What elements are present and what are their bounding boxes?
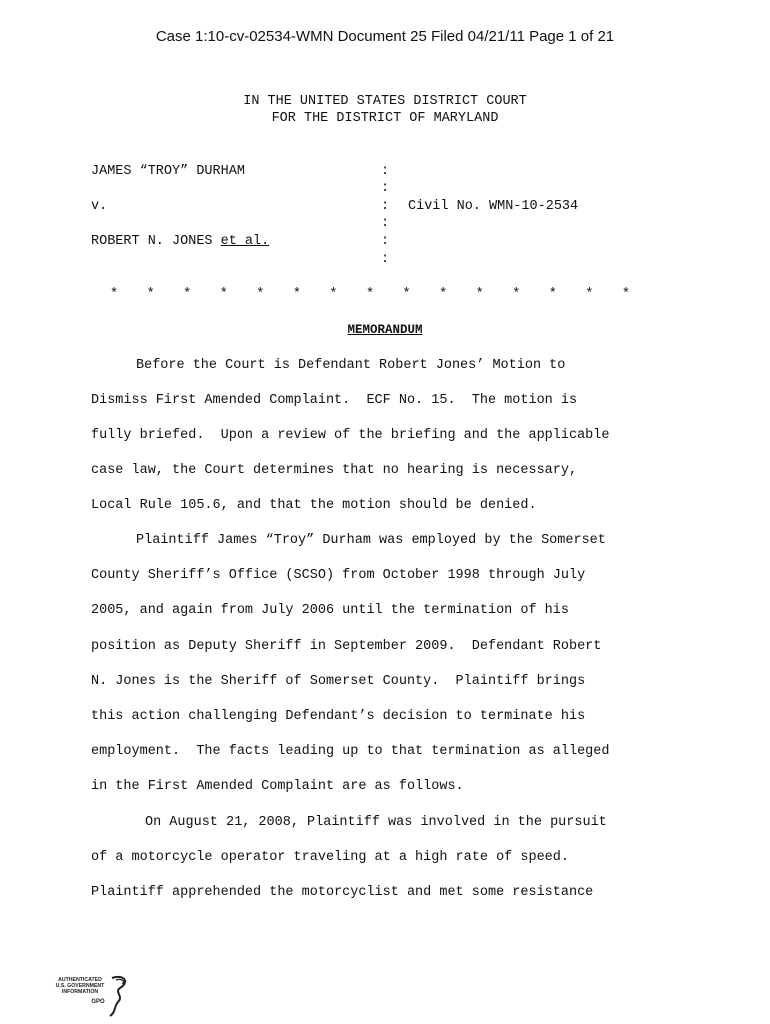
body-line: Dismiss First Amended Complaint. ECF No. 15. The motion is: [91, 393, 578, 408]
body-line: this action challenging Defendant’s decision to terminate his: [91, 709, 586, 724]
star: *: [219, 287, 228, 302]
star: *: [621, 287, 630, 302]
caption-colon: :: [381, 199, 390, 214]
defendant-et-al: et al.: [220, 234, 270, 249]
gpo-logo-text: INFORMATION: [61, 989, 99, 995]
caption-colon: :: [381, 216, 390, 231]
body-line: position as Deputy Sheriff in September 2009. Defendant Robert: [91, 639, 602, 654]
memorandum-title: [0, 323, 770, 337]
body-line: N. Jones is the Sheriff of Somerset County. Plaintiff brings: [91, 674, 586, 689]
body-line: On August 21, 2008, Plaintiff was involved in the pursuit: [145, 815, 607, 830]
body-line: Local Rule 105.6, and that the motion should be denied.: [91, 498, 537, 513]
plaintiff-name: JAMES “TROY” DURHAM: [91, 164, 245, 179]
star: *: [402, 287, 411, 302]
star: *: [548, 287, 557, 302]
court-name-line2: FOR THE DISTRICT OF MARYLAND: [271, 111, 499, 126]
defendant-line: [91, 234, 269, 249]
gpo-authentication-logo: [44, 972, 134, 1020]
star: *: [256, 287, 265, 302]
caption-colon: :: [381, 164, 390, 179]
star: *: [439, 287, 448, 302]
gpo-logo-text: AUTHENTICATED: [58, 977, 102, 983]
gpo-logo-text: GPO: [91, 999, 105, 1005]
body-line: in the First Amended Complaint are as follows.: [91, 779, 464, 794]
court-name-line1: IN THE UNITED STATES DISTRICT COURT: [243, 94, 527, 109]
star: *: [475, 287, 484, 302]
body-line: fully briefed. Upon a review of the briefing and the applicable: [91, 428, 610, 443]
body-line: Plaintiff apprehended the motorcyclist and met some resistance: [91, 885, 594, 900]
filing-header: Case 1:10-cv-02534-WMN Document 25 Filed 04/21/11 Page 1 of 21: [155, 28, 615, 45]
star: *: [110, 287, 119, 302]
star-divider: [110, 287, 630, 302]
star: *: [329, 287, 338, 302]
body-line: Plaintiff James “Troy” Durham was employed by the Somerset: [136, 533, 606, 548]
body-line: 2005, and again from July 2006 until the termination of his: [91, 603, 569, 618]
eagle-head-icon: [116, 979, 124, 984]
body-line: County Sheriff’s Office (SCSO) from October 1998 through July: [91, 568, 586, 583]
star: *: [183, 287, 192, 302]
caption-colon: :: [381, 181, 390, 196]
star: *: [146, 287, 155, 302]
star: *: [292, 287, 301, 302]
body-line: case law, the Court determines that no hearing is necessary,: [91, 463, 578, 478]
caption-colon: :: [381, 252, 390, 267]
memorandum-title-text: MEMORANDUM: [347, 323, 423, 337]
defendant-name: ROBERT N. JONES: [91, 234, 221, 249]
star: *: [512, 287, 521, 302]
gpo-logo-text: U.S. GOVERNMENT: [55, 983, 105, 989]
body-line: of a motorcycle operator traveling at a high rate of speed.: [91, 850, 569, 865]
body-line: employment. The facts leading up to that termination as alleged: [91, 744, 610, 759]
caption-colon: :: [381, 234, 390, 249]
versus-label: v.: [91, 199, 108, 214]
civil-number: Civil No. WMN-10-2534: [408, 199, 579, 214]
body-line: Before the Court is Defendant Robert Jones’ Motion to: [136, 358, 566, 373]
star: *: [365, 287, 375, 302]
star: *: [585, 287, 594, 302]
